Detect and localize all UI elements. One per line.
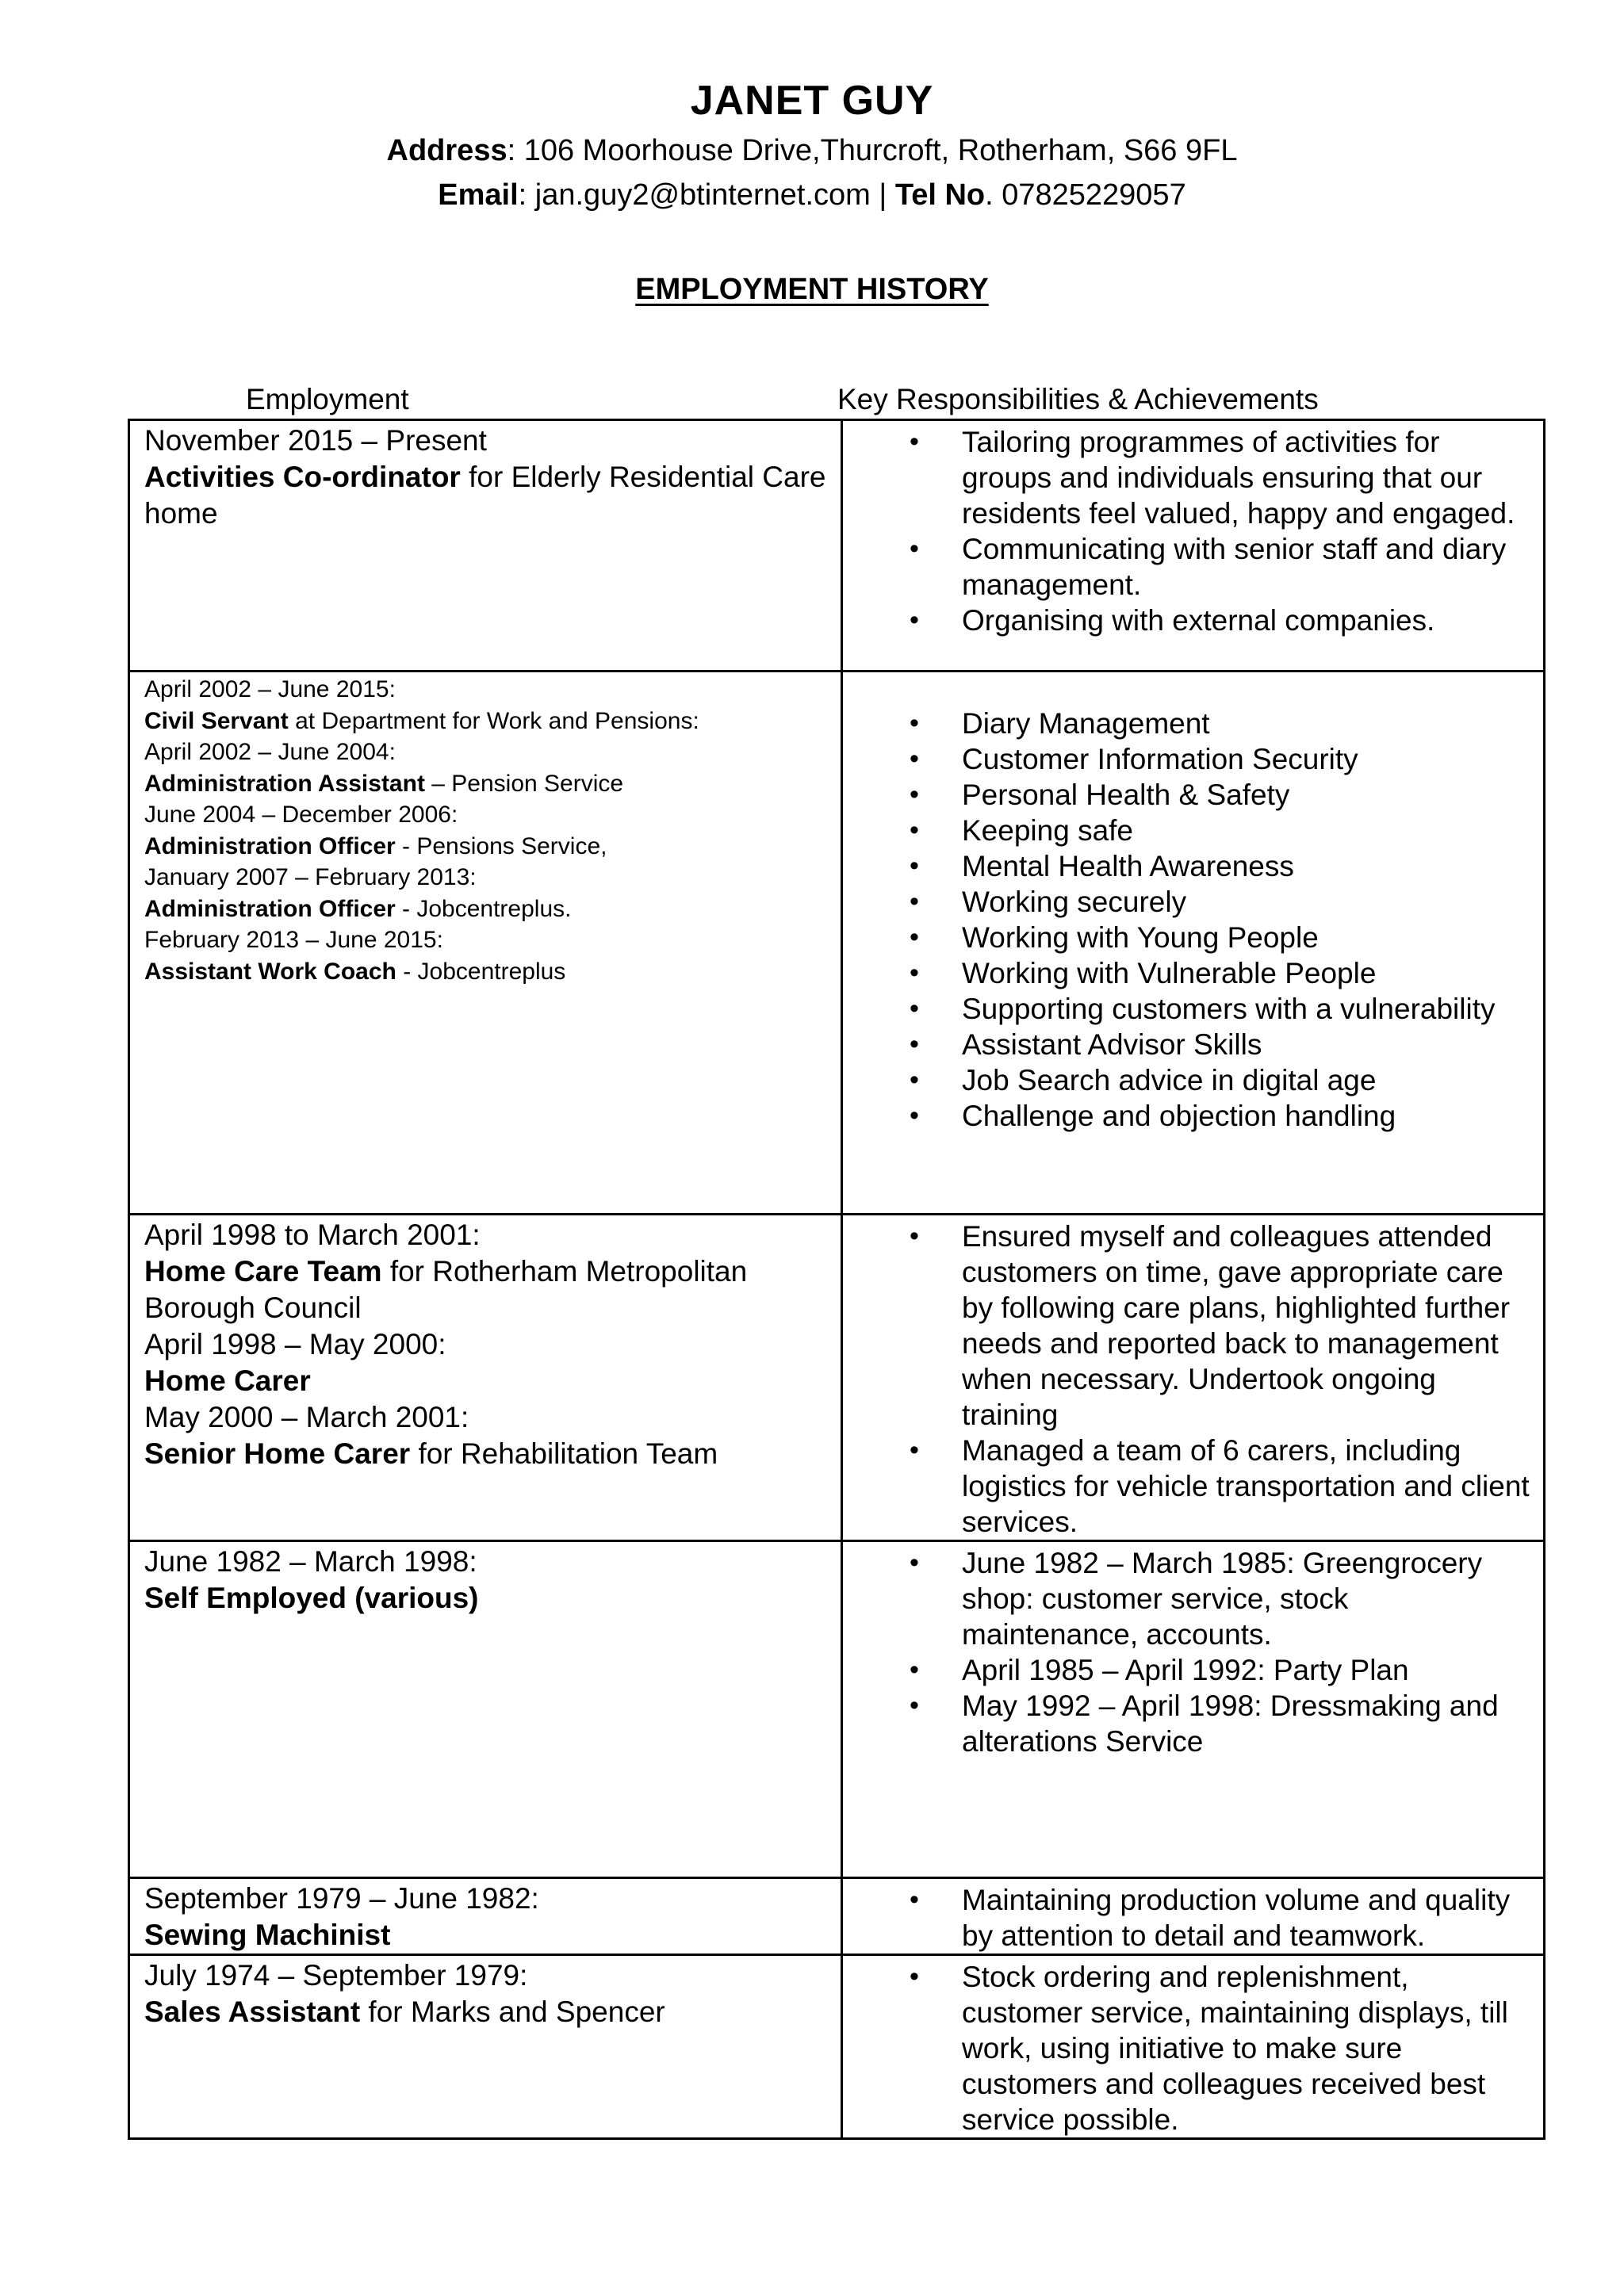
list-item: • Mental Health Awareness <box>843 848 1532 884</box>
job-detail: - Jobcentreplus <box>396 958 566 985</box>
job-role: Home Care Team <box>144 1255 382 1288</box>
job-detail: for Rehabilitation Team <box>410 1437 718 1470</box>
job-detail: – Pension Service <box>424 770 624 797</box>
job-detail: at Department for Work and Pensions: <box>288 707 699 734</box>
tel-value: . 07825229057 <box>985 178 1186 212</box>
employment-cell <box>129 1878 842 1955</box>
employment-cell <box>129 1955 842 2139</box>
list-item: • Ensured myself and colleagues attended customers on time, gave appropriate care by following care plans, highlighted further needs and reported back to management when necessary. Undertook ongoing training <box>843 1219 1532 1433</box>
job-role: Administration Officer <box>144 832 396 859</box>
table-row <box>129 1215 1545 1541</box>
list-item: • Personal Health & Safety <box>843 777 1532 813</box>
address-value: : 106 Moorhouse Drive,Thurcroft, Rotherham, S66 9FL <box>507 134 1238 167</box>
job-dates: April 1998 to March 2001: <box>144 1219 481 1251</box>
responsibilities-cell <box>842 1955 1545 2139</box>
list-item: • Stock ordering and replenishment, customer service, maintaining displays, till work, using initiative to make sure customers and colleagues received best service possible. <box>843 1959 1532 2137</box>
job-detail: - Jobcentreplus. <box>395 895 572 922</box>
responsibilities-cell <box>842 672 1545 1215</box>
employment-cell <box>129 1541 842 1878</box>
table-row <box>129 1541 1545 1878</box>
job-dates: May 2000 – March 2001: <box>144 1401 469 1433</box>
job-role: Assistant Work Coach <box>144 958 396 985</box>
table-row <box>129 672 1545 1215</box>
list-item: • Working securely <box>843 884 1532 920</box>
employment-cell <box>129 420 842 672</box>
table-row <box>129 1878 1545 1955</box>
job-detail: for Marks and Spencer <box>360 1996 665 2028</box>
job-detail: - Pensions Service, <box>395 832 607 859</box>
job-dates: June 1982 – March 1998: <box>144 1545 477 1578</box>
list-item: • Tailoring programmes of activities for groups and individuals ensuring that our residents feel valued, happy and engaged. <box>843 424 1532 531</box>
email-label: Email <box>438 178 519 212</box>
list-item: • June 1982 – March 1985: Greengrocery shop: customer service, stock maintenance, accounts. <box>843 1545 1532 1652</box>
list-item: • Diary Management <box>843 706 1532 741</box>
cv-header <box>0 73 1624 217</box>
job-role: Sewing Machinist <box>144 1919 391 1951</box>
list-item: • Managed a team of 6 carers, including logistics for vehicle transportation and client services. <box>843 1433 1532 1540</box>
email-value: : jan.guy2@btinternet.com | <box>518 178 895 212</box>
employment-cell <box>129 672 842 1215</box>
responsibilities-cell <box>842 420 1545 672</box>
job-dates: June 2004 – December 2006: <box>144 802 458 828</box>
job-role: Senior Home Carer <box>144 1437 411 1470</box>
job-role: Home Carer <box>144 1364 311 1397</box>
table-row <box>129 1955 1545 2139</box>
list-item: • April 1985 – April 1992: Party Plan <box>843 1652 1532 1688</box>
job-role: Sales Assistant <box>144 1996 361 2028</box>
job-role: Administration Officer <box>144 895 396 922</box>
employment-history-table <box>128 419 1545 2140</box>
list-item: • Working with Young People <box>843 920 1532 955</box>
list-item: • Customer Information Security <box>843 741 1532 777</box>
list-item: • Assistant Advisor Skills <box>843 1027 1532 1062</box>
list-item: • Maintaining production volume and quality by attention to detail and teamwork. <box>843 1882 1532 1954</box>
list-item: • Organising with external companies. <box>843 603 1532 638</box>
employment-cell <box>129 1215 842 1541</box>
list-item: • Working with Vulnerable People <box>843 955 1532 991</box>
list-item: • Challenge and objection handling <box>843 1098 1532 1134</box>
responsibilities-cell <box>842 1878 1545 1955</box>
responsibilities-cell <box>842 1215 1545 1541</box>
job-role: Administration Assistant <box>144 770 425 797</box>
job-dates: February 2013 – June 2015: <box>144 927 443 953</box>
job-dates: April 2002 – June 2004: <box>144 739 396 765</box>
responsibilities-cell <box>842 1541 1545 1878</box>
address-line <box>0 128 1624 173</box>
list-item: • Keeping safe <box>843 813 1532 848</box>
list-item: • Communicating with senior staff and diary management. <box>843 531 1532 603</box>
job-dates: September 1979 – June 1982: <box>144 1882 539 1915</box>
address-label: Address <box>386 134 508 167</box>
job-dates: July 1974 – September 1979: <box>144 1959 528 1992</box>
job-detail: for Elderly Residential Care home <box>144 461 826 530</box>
list-item: • May 1992 – April 1998: Dressmaking and alterations Service <box>843 1688 1532 1759</box>
candidate-name: JANET GUY <box>690 78 934 124</box>
section-title: EMPLOYMENT HISTORY <box>635 273 989 306</box>
column-header-responsibilities: Key Responsibilities & Achievements <box>837 383 1319 415</box>
job-dates: January 2007 – February 2013: <box>144 864 477 890</box>
job-role: Activities Co-ordinator <box>144 461 461 493</box>
list-item: • Supporting customers with a vulnerability <box>843 991 1532 1027</box>
job-detail: for Rotherham Metropolitan Borough Council <box>144 1255 748 1324</box>
job-role: Self Employed (various) <box>144 1582 479 1614</box>
job-dates: April 2002 – June 2015: <box>144 676 396 702</box>
list-item: • Job Search advice in digital age <box>843 1062 1532 1098</box>
job-role: Civil Servant <box>144 707 289 734</box>
job-dates: November 2015 – Present <box>144 424 487 457</box>
contact-line <box>0 173 1624 217</box>
column-header-employment: Employment <box>246 383 409 415</box>
tel-label: Tel No <box>894 178 986 212</box>
job-dates: April 1998 – May 2000: <box>144 1328 446 1360</box>
table-row <box>129 420 1545 672</box>
